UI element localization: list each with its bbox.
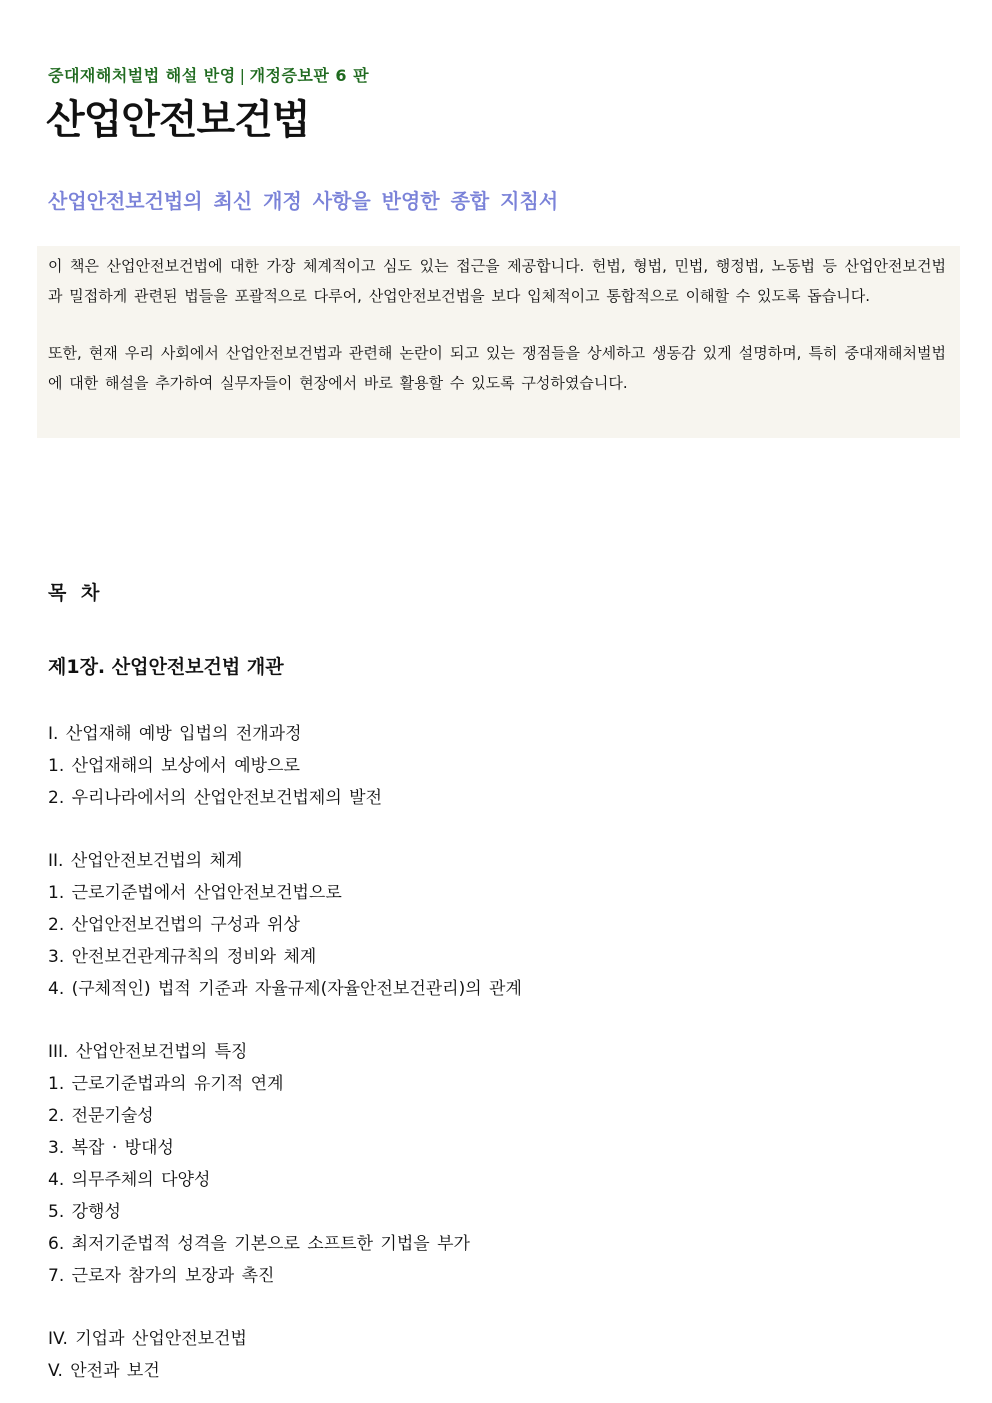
kicker-left: 중대재해처벌법 해설 반영 [48, 66, 236, 85]
page-title: 산업안전보건법 [46, 97, 310, 143]
toc-item: 3. 안전보건관계규칙의 정비와 체계 [48, 947, 317, 967]
toc-item: 7. 근로자 참가의 보장과 촉진 [48, 1266, 275, 1286]
chapter-title: 제1장. 산업안전보건법 개관 [48, 656, 284, 678]
toc-item: 1. 근로기준법과의 유기적 연계 [48, 1074, 284, 1094]
toc-item: 4. 의무주체의 다양성 [48, 1170, 211, 1190]
toc-item: I. 산업재해 예방 입법의 전개과정 [48, 724, 302, 744]
page-subtitle: 산업안전보건법의 최신 개정 사항을 반영한 종합 지침서 [48, 189, 559, 213]
toc-item: IV. 기업과 산업안전보건법 [48, 1329, 247, 1349]
toc-item: 2. 우리나라에서의 산업안전보건법제의 발전 [48, 788, 383, 808]
toc-item: III. 산업안전보건법의 특징 [48, 1042, 248, 1062]
toc-item: 1. 산업재해의 보상에서 예방으로 [48, 756, 300, 776]
kicker-right: 개정증보판 6 판 [249, 66, 370, 85]
toc-item: V. 안전과 보건 [48, 1361, 160, 1381]
toc-item: 5. 강행성 [48, 1202, 121, 1222]
toc-item: 2. 전문기술성 [48, 1106, 154, 1126]
toc-item: II. 산업안전보건법의 체계 [48, 851, 243, 871]
toc-list [48, 718, 522, 1387]
toc-item: 2. 산업안전보건법의 구성과 위상 [48, 915, 300, 935]
toc-heading: 목 차 [48, 582, 104, 604]
intro-paragraph-2: 또한, 현재 우리 사회에서 산업안전보건법과 관련해 논란이 되고 있는 쟁점들을 상세하고 생동감 있게 설명하며, 특히 중대재해처벌법에 대한 해설을 추가하여 실무자들이 현장에서 바로 활용할 수 있도록 구성하였습니다. [48, 344, 946, 392]
toc-item: 3. 복잡 · 방대성 [48, 1138, 174, 1158]
intro-paragraph-1: 이 책은 산업안전보건법에 대한 가장 체계적이고 심도 있는 접근을 제공합니다. 헌법, 형법, 민법, 행정법, 노동법 등 산업안전보건법과 밀접하게 관련된 법들을 포괄적으로 다루어, 산업안전보건법을 보다 입체적이고 통합적으로 이해할 수 있도록 돕습니다. [48, 257, 946, 305]
toc-item: 6. 최저기준법적 성격을 기본으로 소프트한 기법을 부가 [48, 1234, 470, 1254]
toc-item: 4. (구체적인) 법적 기준과 자율규제(자율안전보건관리)의 관계 [48, 979, 522, 999]
edition-kicker [48, 63, 369, 86]
kicker-separator: | [239, 66, 246, 85]
intro-box [37, 246, 960, 438]
toc-item: 1. 근로기준법에서 산업안전보건법으로 [48, 883, 342, 903]
